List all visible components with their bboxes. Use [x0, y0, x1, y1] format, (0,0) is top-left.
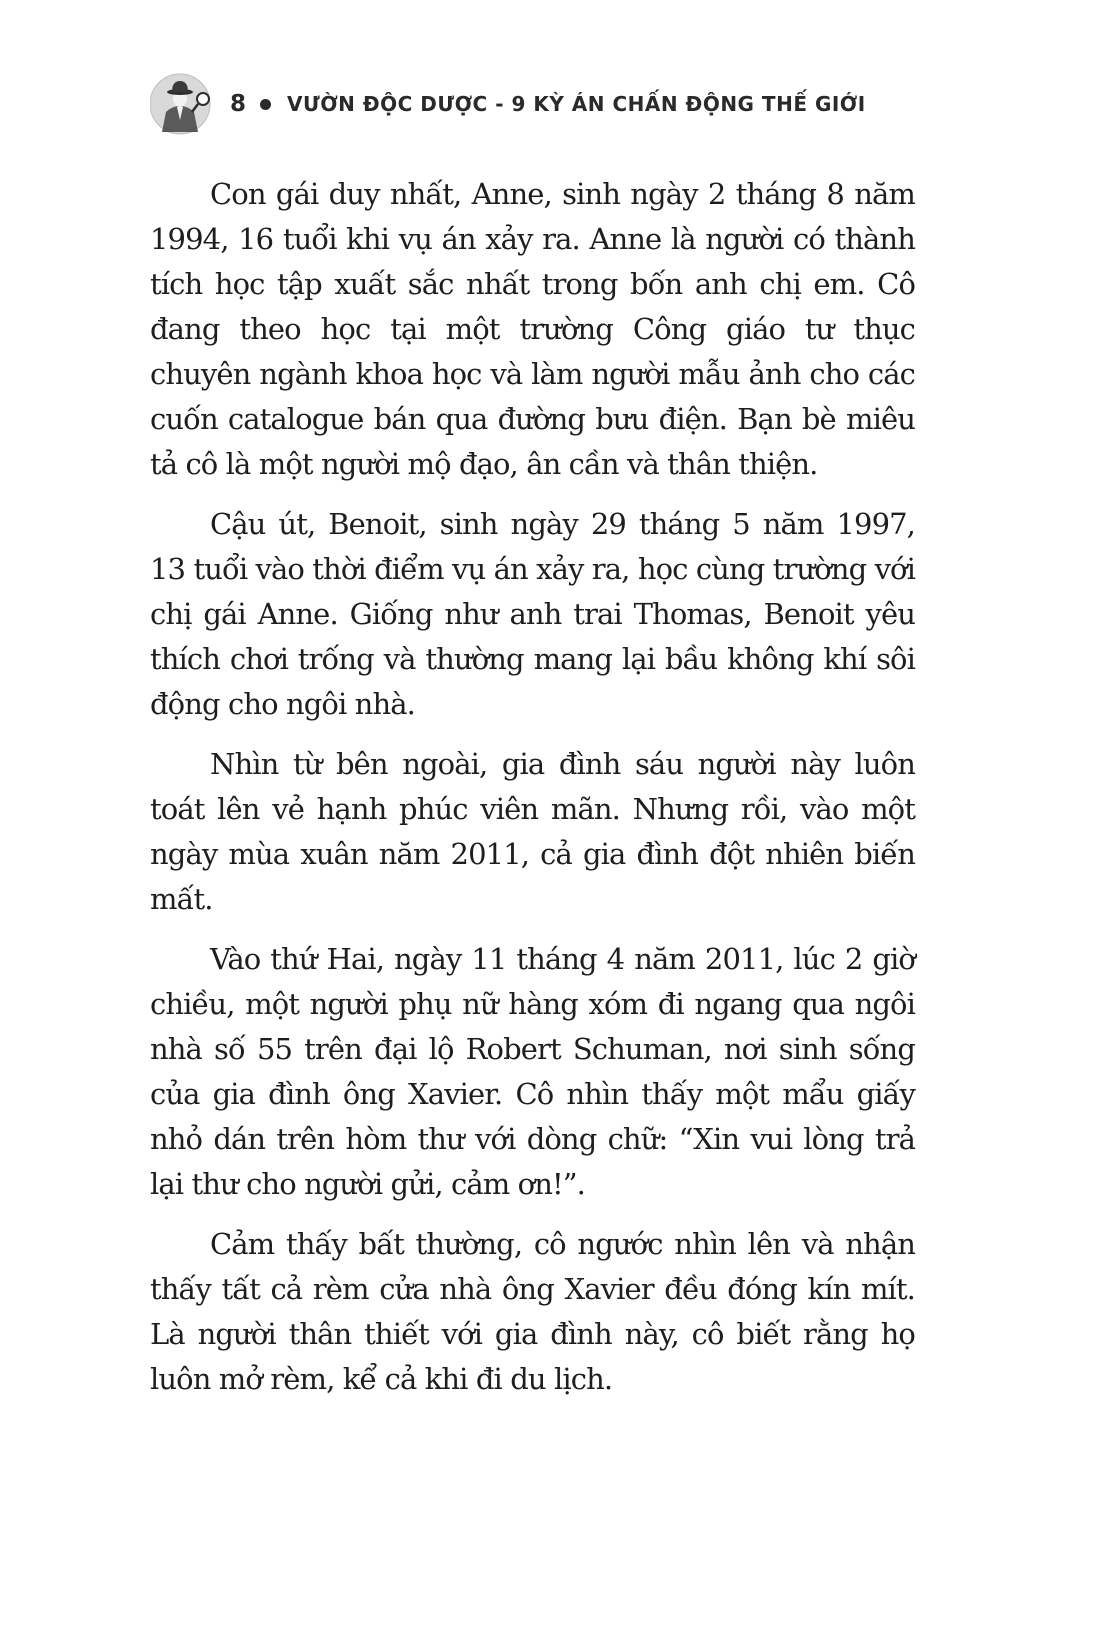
header-bullet [260, 99, 271, 110]
detective-icon [150, 72, 214, 136]
paragraph: Cảm thấy bất thường, cô ngước nhìn lên và nhận thấy tất cả rèm cửa nhà ông Xavier đều đóng kín mít. Là người thân thiết với gia đình này, cô biết rằng họ luôn mở rèm, kể cả khi đi du lịch. [150, 1227, 915, 1396]
book-title: VƯỜN ĐỘC DƯỢC - 9 KỲ ÁN CHẤN ĐỘNG THẾ GIỚI [287, 92, 866, 116]
running-header [150, 72, 866, 136]
paragraph: Con gái duy nhất, Anne, sinh ngày 2 tháng 8 năm 1994, 16 tuổi khi vụ án xảy ra. Anne là người có thành tích học tập xuất sắc nhất trong bốn anh chị em. Cô đang theo học tại một trường Công giáo tư thục chuyên ngành khoa học và làm người mẫu ảnh cho các cuốn catalogue bán qua đường bưu điện. Bạn bè miêu tả cô là một người mộ đạo, ân cần và thân thiện. [150, 177, 915, 481]
paragraph: Vào thứ Hai, ngày 11 tháng 4 năm 2011, lúc 2 giờ chiều, một người phụ nữ hàng xóm đi ngang qua ngôi nhà số 55 trên đại lộ Robert Schuman, nơi sinh sống của gia đình ông Xavier. Cô nhìn thấy một mẩu giấy nhỏ dán trên hòm thư với dòng chữ: “Xin vui lòng trả lại thư cho người gửi, cảm ơn!”. [150, 942, 915, 1201]
paragraph: Nhìn từ bên ngoài, gia đình sáu người này luôn toát lên vẻ hạnh phúc viên mãn. Nhưng rồi, vào một ngày mùa xuân năm 2011, cả gia đình đột nhiên biến mất. [150, 747, 915, 916]
page-number: 8 [230, 91, 247, 117]
body-text [150, 172, 915, 1417]
paragraph: Cậu út, Benoit, sinh ngày 29 tháng 5 năm 1997, 13 tuổi vào thời điểm vụ án xảy ra, học cùng trường với chị gái Anne. Giống như anh trai Thomas, Benoit yêu thích chơi trống và thường mang lại bầu không khí sôi động cho ngôi nhà. [150, 507, 915, 721]
